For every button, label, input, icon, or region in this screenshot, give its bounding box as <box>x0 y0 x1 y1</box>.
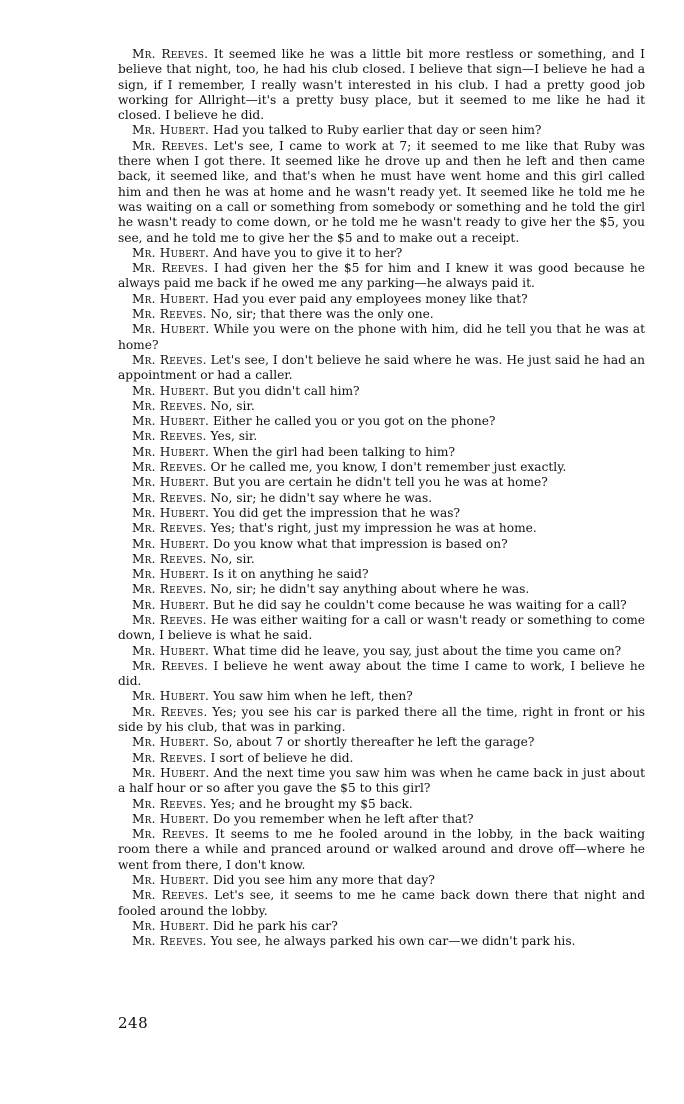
testimony-paragraph <box>118 322 645 353</box>
statement-text: Did you see him any more that day? <box>212 873 435 888</box>
statement-text: Do you remember when he left after that? <box>212 811 474 826</box>
statement-text: No, sir; he didn't say where he was. <box>210 490 433 505</box>
testimony-paragraph <box>118 751 645 766</box>
statement-text: It seemed like he was a little bit more restless or something, and I believe that night, too, he had his club closed. I believe that sign—I believe he had a sign, if I remember, I really wasn't interested in his club. I had a pretty good job working for Allright—it's a pretty busy place, but it seemed to me like he had it closed. I believe he did. <box>118 47 645 123</box>
speaker-name: Mr. Hubert. <box>132 245 210 260</box>
statement-text: He was either waiting for a call or wasn't ready or something to come down, I believe is what he said. <box>118 612 645 643</box>
statement-text: No, sir. <box>210 551 255 566</box>
testimony-paragraph <box>118 506 645 521</box>
speaker-name: Mr. Hubert. <box>132 383 210 398</box>
statement-text: But he did say he couldn't come because he was waiting for a call? <box>212 597 627 612</box>
testimony-paragraph <box>118 399 645 414</box>
speaker-name: Mr. Hubert. <box>132 735 210 750</box>
testimony-paragraph <box>118 552 645 567</box>
statement-text: Yes; that's right, just my impression he was at home. <box>210 521 537 536</box>
speaker-name: Mr. Hubert. <box>132 643 210 658</box>
speaker-name: Mr. Hubert. <box>132 536 210 551</box>
speaker-name: Mr. Hubert. <box>132 689 210 704</box>
statement-text: Had you talked to Ruby earlier that day or seen him? <box>212 123 542 138</box>
speaker-name: Mr. Hubert. <box>132 123 210 138</box>
speaker-name: Mr. Hubert. <box>132 291 210 306</box>
testimony-paragraph <box>118 567 645 582</box>
statement-text: So, about 7 or shortly thereafter he left the garage? <box>212 735 535 750</box>
testimony-paragraph <box>118 307 645 322</box>
speaker-name: Mr. Reeves. <box>132 934 207 949</box>
testimony-paragraph <box>118 139 645 246</box>
testimony-paragraph <box>118 705 645 736</box>
testimony-paragraph <box>118 123 645 138</box>
testimony-paragraph <box>118 934 645 949</box>
testimony-paragraph <box>118 659 645 690</box>
speaker-name: Mr. Hubert. <box>132 918 210 933</box>
statement-text: And have you to give it to her? <box>212 245 403 260</box>
testimony-paragraph <box>118 613 645 644</box>
statement-text: When the girl had been talking to him? <box>212 444 455 459</box>
statement-text: I sort of believe he did. <box>210 750 354 765</box>
statement-text: Either he called you or you got on the phone? <box>212 414 496 429</box>
statement-text: Yes, sir. <box>210 429 258 444</box>
speaker-name: Mr. Reeves. <box>132 888 209 903</box>
testimony-paragraph <box>118 292 645 307</box>
statement-text: Do you know what that impression is based on? <box>212 536 508 551</box>
statement-text: But you didn't call him? <box>212 383 360 398</box>
statement-text: Let's see, I don't believe he said where he was. He just said he had an appointment or had a caller. <box>118 352 645 383</box>
statement-text: I believe he went away about the time I came to work, I believe he did. <box>118 658 645 689</box>
statement-text: Yes; you see his car is parked there all the time, right in front or his side by his club, that was in parking. <box>118 704 645 735</box>
speaker-name: Mr. Reeves. <box>132 551 207 566</box>
speaker-name: Mr. Reeves. <box>132 261 209 276</box>
statement-text: You saw him when he left, then? <box>212 689 413 704</box>
testimony-paragraph <box>118 261 645 292</box>
statement-text: No, sir. <box>210 398 255 413</box>
page-number: 248 <box>118 1014 149 1032</box>
statement-text: Let's see, I came to work at 7; it seemed to me like that Ruby was there when I got there. It seemed like he drove up and then he left and then came back, it seemed like, and that's when he must have went home and this girl called him and then he was at home and he wasn't ready yet. It seemed like he told me he was waiting on a call or something from somebody or something and he told the girl he wasn't ready to come down, or he told me he wasn't ready to give her the $5, you see, and he told me to give her the $5 and to make out a receipt. <box>118 138 645 245</box>
testimony-paragraph <box>118 537 645 552</box>
statement-text: Did he park his car? <box>212 918 338 933</box>
speaker-name: Mr. Hubert. <box>132 811 210 826</box>
speaker-name: Mr. Hubert. <box>132 567 210 582</box>
testimony-paragraph <box>118 598 645 613</box>
statement-text: You see, he always parked his own car—we didn't park his. <box>210 934 576 949</box>
statement-text: Yes; and he brought my $5 back. <box>210 796 413 811</box>
speaker-name: Mr. Reeves. <box>132 750 207 765</box>
testimony-paragraph <box>118 475 645 490</box>
speaker-name: Mr. Reeves. <box>132 827 209 842</box>
statement-text: And the next time you saw him was when he came back in just about a half hour or so after you gave the $5 to this girl? <box>118 765 645 796</box>
statement-text: It seems to me he fooled around in the lobby, in the back waiting room there a while and pranced around or walked around and drove off—where he went from there, I don't know. <box>118 827 646 872</box>
testimony-paragraph <box>118 827 645 873</box>
statement-text: Let's see, it seems to me he came back down there that night and fooled around the lobby. <box>118 888 645 918</box>
speaker-name: Mr. Hubert. <box>132 475 210 490</box>
statement-text: While you were on the phone with him, did he tell you that he was at home? <box>118 322 645 352</box>
statement-text: You did get the impression that he was? <box>212 505 460 520</box>
speaker-name: Mr. Hubert. <box>132 597 210 612</box>
testimony-paragraph <box>118 582 645 597</box>
speaker-name: Mr. Hubert. <box>132 765 210 780</box>
testimony-paragraph <box>118 460 645 475</box>
testimony-paragraph <box>118 414 645 429</box>
speaker-name: Mr. Reeves. <box>132 352 207 367</box>
testimony-paragraph <box>118 521 645 536</box>
testimony-paragraph <box>118 797 645 812</box>
statement-text: No, sir; that there was the only one. <box>210 307 434 322</box>
speaker-name: Mr. Reeves. <box>132 490 207 505</box>
speaker-name: Mr. Hubert. <box>132 444 210 459</box>
testimony-paragraph <box>118 384 645 399</box>
testimony-paragraph <box>118 491 645 506</box>
speaker-name: Mr. Reeves. <box>132 47 209 61</box>
speaker-name: Mr. Reeves. <box>132 704 208 719</box>
speaker-name: Mr. Reeves. <box>132 429 207 444</box>
testimony-paragraph <box>118 47 645 123</box>
testimony-paragraph <box>118 812 645 827</box>
statement-text: But you are certain he didn't tell you he was at home? <box>212 475 548 490</box>
speaker-name: Mr. Reeves. <box>132 398 207 413</box>
speaker-name: Mr. Hubert. <box>132 322 210 337</box>
statement-text: Or he called me, you know, I don't remember just exactly. <box>210 460 567 475</box>
statement-text: Had you ever paid any employees money like that? <box>212 291 528 306</box>
speaker-name: Mr. Reeves. <box>132 460 207 475</box>
statement-text: What time did he leave, you say, just about the time you came on? <box>212 643 622 658</box>
testimony-paragraph <box>118 445 645 460</box>
testimony-paragraph <box>118 888 645 919</box>
testimony-paragraph <box>118 353 645 384</box>
testimony-paragraph <box>118 689 645 704</box>
testimony-paragraph <box>118 766 645 797</box>
testimony-paragraph <box>118 246 645 261</box>
testimony-paragraph <box>118 919 645 934</box>
speaker-name: Mr. Reeves. <box>132 658 209 673</box>
speaker-name: Mr. Reeves. <box>132 521 207 536</box>
speaker-name: Mr. Reeves. <box>132 307 207 322</box>
testimony-paragraph <box>118 644 645 659</box>
speaker-name: Mr. Hubert. <box>132 414 210 429</box>
testimony-paragraph <box>118 735 645 750</box>
statement-text: No, sir; he didn't say anything about where he was. <box>210 582 530 597</box>
testimony-paragraph <box>118 429 645 444</box>
speaker-name: Mr. Hubert. <box>132 873 210 888</box>
speaker-name: Mr. Hubert. <box>132 505 210 520</box>
speaker-name: Mr. Reeves. <box>132 138 209 153</box>
speaker-name: Mr. Reeves. <box>132 796 207 811</box>
speaker-name: Mr. Reeves. <box>132 582 207 597</box>
testimony-text <box>118 47 645 950</box>
testimony-paragraph <box>118 873 645 888</box>
speaker-name: Mr. Reeves. <box>132 612 207 627</box>
statement-text: Is it on anything he said? <box>212 567 369 582</box>
statement-text: I had given her the $5 for him and I knew it was good because he always paid me back if he owed me any parking—he always paid it. <box>118 261 645 291</box>
